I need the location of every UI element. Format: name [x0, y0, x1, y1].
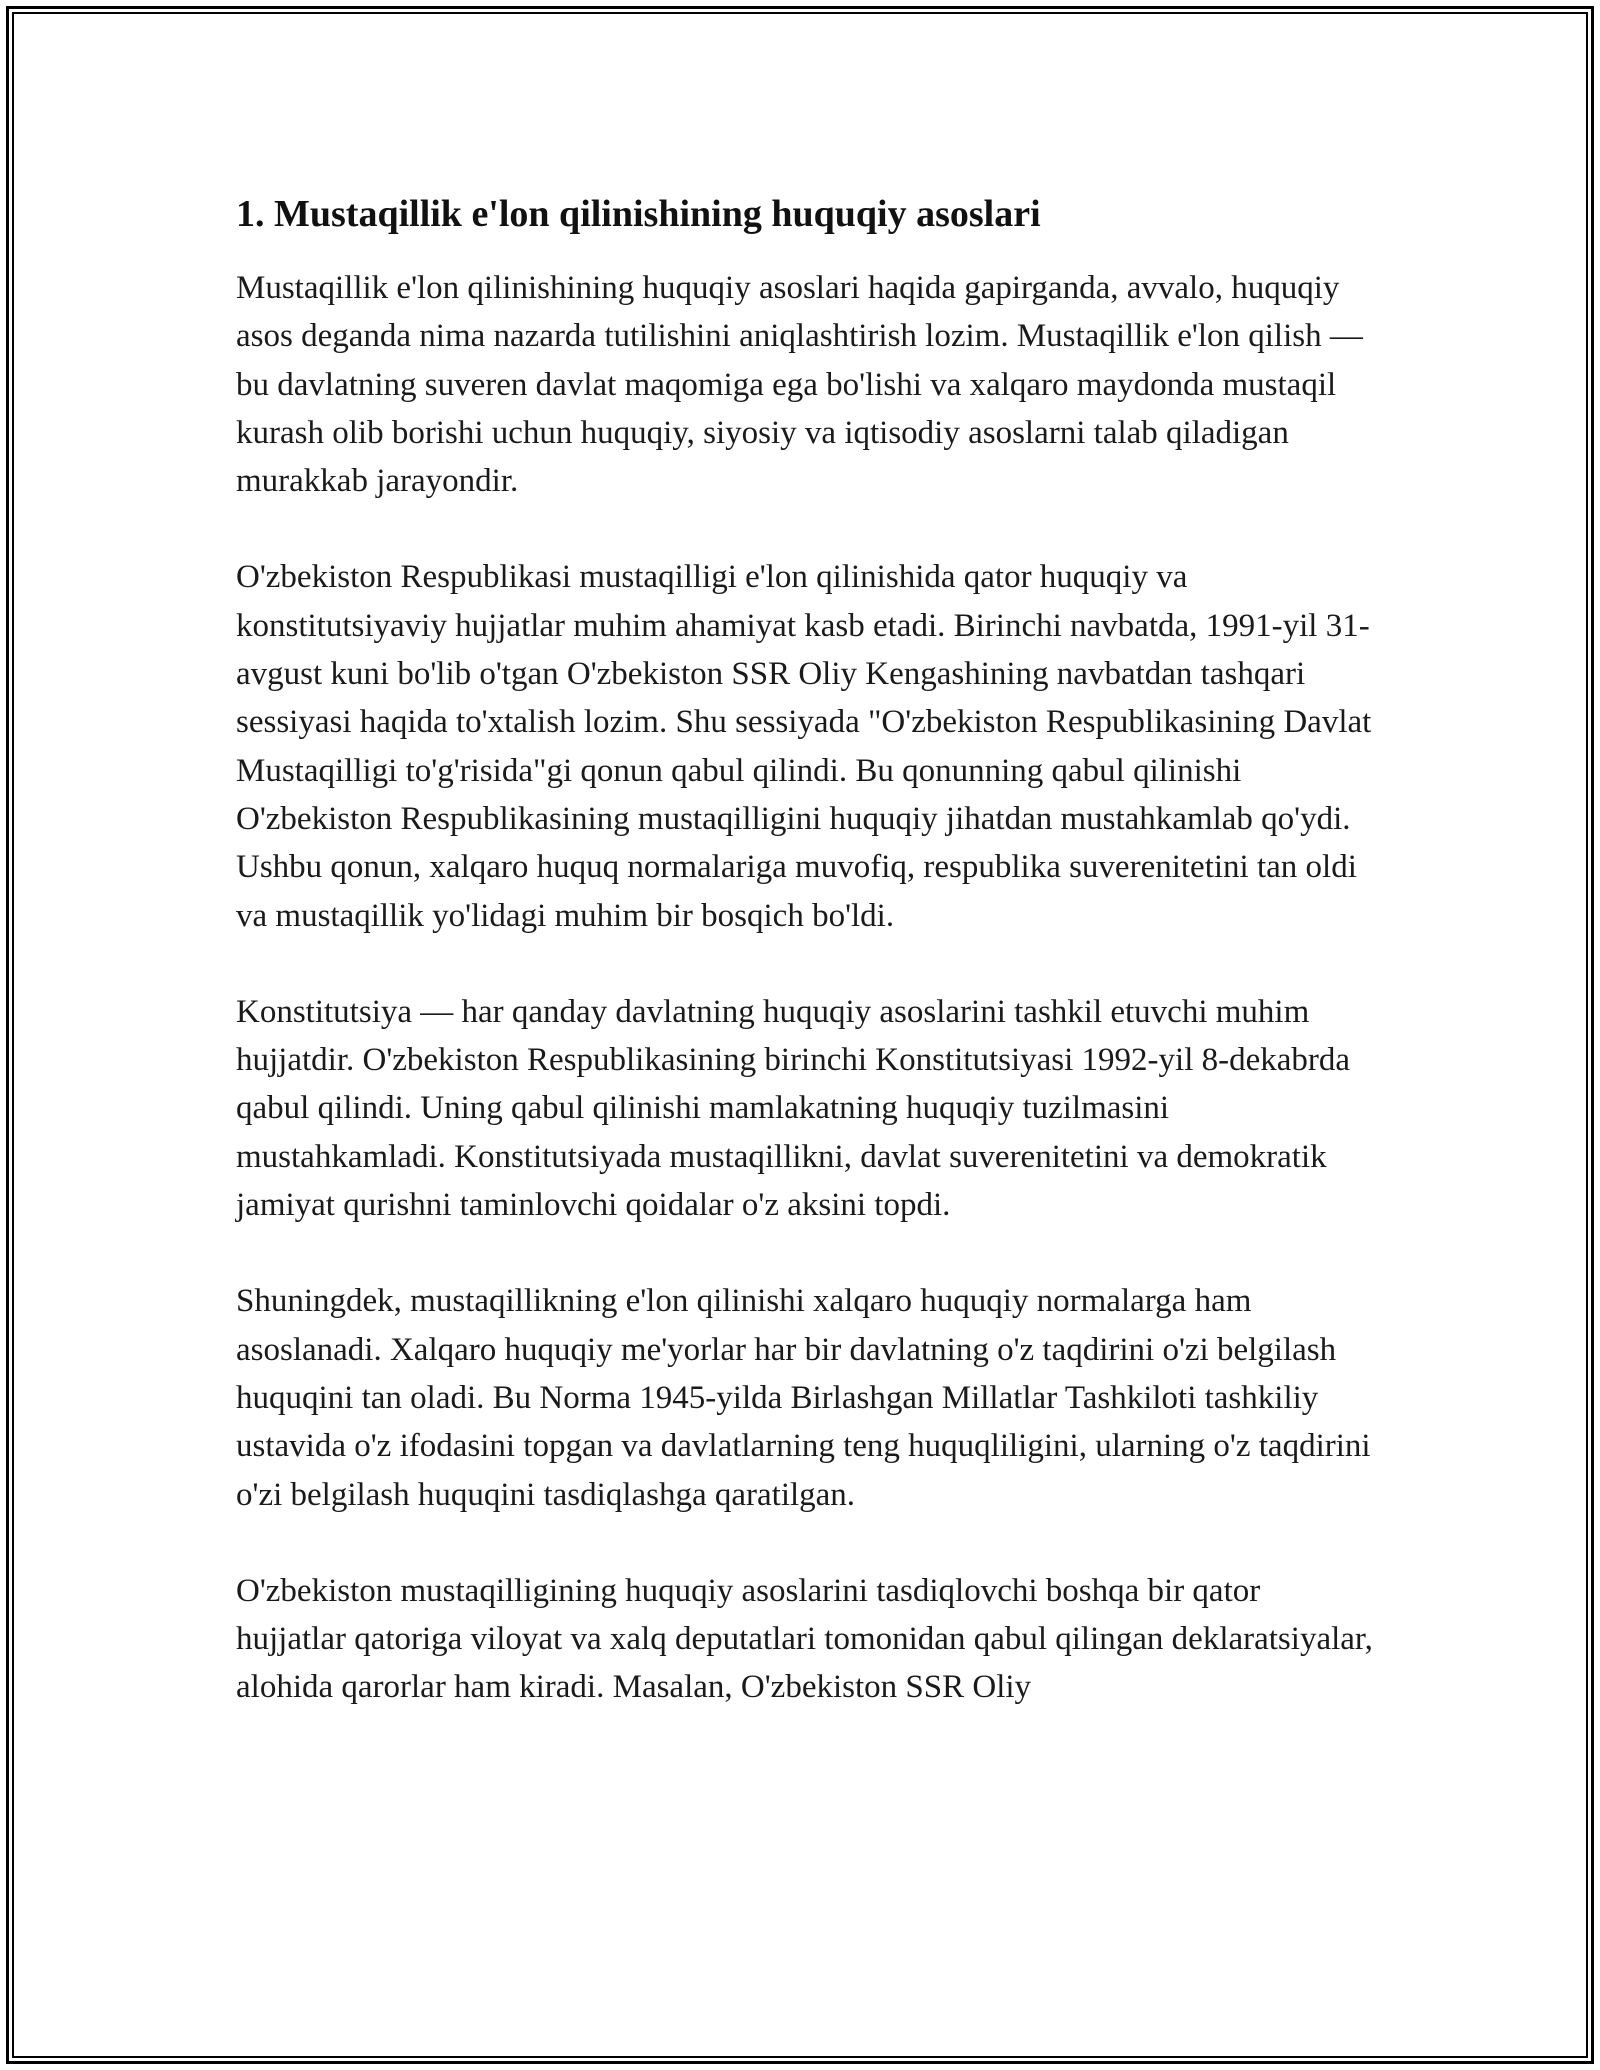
document-body	[236, 186, 1376, 1760]
paragraph-3: Konstitutsiya — har qanday davlatning huquqiy asoslarini tashkil etuvchi muhim hujjatdir. O'zbekiston Respublikasining birinchi Konstitutsiyasi 1992-yil 8-dekabrda qabul qilindi. Uning qabul qilinishi mamlakatning huquqiy tuzilmasini mustahkamladi. Konstitutsiyada mustaqillikni, davlat suverenitetini va demokratik jamiyat qurishni taminlovchi qoidalar o'z aksini topdi.	[236, 993, 1351, 1224]
paragraph-2: O'zbekiston Respublikasi mustaqilligi e'lon qilinishida qator huquqiy va konstitutsiyaviy hujjatlar muhim ahamiyat kasb etadi. Birinchi navbatda, 1991-yil 31-avgust kuni bo'lib o'tgan O'zbekiston SSR Oliy Kengashining navbatdan tashqari sessiyasi haqida to'xtalish lozim. Shu sessiyada "O'zbekiston Respublikasining Davlat Mustaqilligi to'g'risida"gi qonun qabul qilindi. Bu qonunning qabul qilinishi O'zbekiston Respublikasining mustaqilligini huquqiy jihatdan mustahkamlab qo'ydi. Ushbu qonun, xalqaro huquq normalariga muvofiq, respublika suverenitetini tan oldi va mustaqillik yo'lidagi muhim bir bosqich bo'ldi.	[236, 559, 1372, 934]
paragraph-1: Mustaqillik e'lon qilinishining huquqiy asoslari haqida gapirganda, avvalo, huquqiy asos deganda nima nazarda tutilishini aniqlashtirish lozim. Mustaqillik e'lon qilish — bu davlatning suveren davlat maqomiga ega bo'lishi va xalqaro maydonda mustaqil kurash olib borishi uchun huquqiy, siyosiy va iqtisodiy asoslarni talab qiladigan murakkab jarayondir.	[236, 270, 1363, 500]
section-heading: 1. Mustaqillik e'lon qilinishining huquqiy asoslari	[236, 193, 1041, 235]
paragraph-5: O'zbekiston mustaqilligining huquqiy asoslarini tasdiqlovchi boshqa bir qator hujjatlar qatoriga viloyat va xalq deputatlari tomonidan qabul qilingan deklaratsiyalar, alohida qarorlar ham kiradi. Masalan, O'zbekiston SSR Oliy	[236, 1572, 1373, 1706]
paragraph-4: Shuningdek, mustaqillikning e'lon qilinishi xalqaro huquqiy normalarga ham asoslanadi. Xalqaro huquqiy me'yorlar har bir davlatning o'z taqdirini o'zi belgilash huquqini tan oladi. Bu Norma 1945-yilda Birlashgan Millatlar Tashkiloti tashkiliy ustavida o'z ifodasini topgan va davlatlarning teng huquqliligini, ularning o'z taqdirini o'zi belgilash huquqini tasdiqlashga qaratilgan.	[236, 1283, 1371, 1513]
